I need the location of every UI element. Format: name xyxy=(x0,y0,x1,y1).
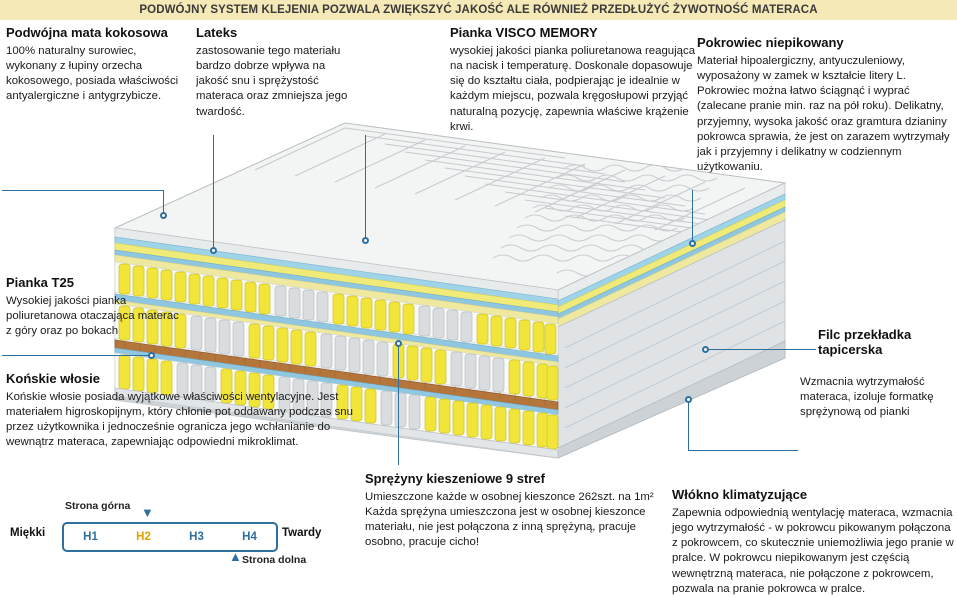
leader-line-lateks xyxy=(213,135,214,250)
leader-dot-sprezyny xyxy=(395,340,402,347)
leader-line-kokos xyxy=(2,190,164,191)
callout-sprezyny-body: Umieszczone każde w osobnej kieszonce 262szt. na 1m² Każda sprężyna umieszczona jest w osobnej kieszonce materiału, nie jest połączona z inną sprężyną, pracuje osobno, pracuje cicho! xyxy=(365,490,654,549)
firmness-level-h1[interactable]: H1 xyxy=(83,531,98,543)
leader-dot-filc xyxy=(702,346,709,353)
callout-kokos-body: 100% naturalny surowiec, wykonany z łupiny orzecha kokosowego, posiada właściwości antyalergiczne i antygrzybicze. xyxy=(6,44,179,103)
top-banner-text: PODWÓJNY SYSTEM KLEJENIA POZWALA ZWIĘKSZYĆ JAKOŚĆ ALE RÓWNIEŻ PRZEDŁUŻYĆ ŻYWOTNOŚĆ MATERACA xyxy=(139,4,818,16)
scale-soft-label: Miękki xyxy=(10,527,46,539)
callout-filc-title: Filc przekładka tapicerska xyxy=(818,327,912,357)
leader-dot-pokrowiec xyxy=(689,240,696,247)
callout-konskie-body: Końskie włosie posiada wyjątkowe właściwości wentylacyjne. Jest materiałem higroskopijnym, który chłonie pot oddawany podczas snu przez użytkownika i jednocześnie ogranicza jego wchłanianie do wewnątrz materaca, zapewniając odpowiedni mikroklimat. xyxy=(6,390,353,449)
callout-visco-body: wysokiej jakości pianka poliuretanowa reagująca na nacisk i temperaturę. Doskonale dopasowuje się do kształtu ciała, podpierając je idealnie w każdym miejscu, pozwala kręgosłupowi przyjąć naturalną pozycję, zapewnia właściwe krążenie krwi. xyxy=(450,44,696,133)
callout-lateks-body: zastosowanie tego materiału bardzo dobrze wpływa na jakość snu i sprężystość materaca oraz zmniejsza jego twardość. xyxy=(196,44,348,118)
callout-sprezyny xyxy=(365,472,665,551)
leader-dot-visco xyxy=(362,237,369,244)
leader-line-t25 xyxy=(2,355,152,356)
callout-wlokno xyxy=(672,488,954,597)
firmness-level-h4[interactable]: H4 xyxy=(242,531,257,543)
callout-pokrowiec xyxy=(697,36,952,175)
callout-pokrowiec-title: Pokrowiec niepikowany xyxy=(697,35,844,50)
arrow-up-icon: ▲ xyxy=(229,549,242,564)
callout-t25-body: Wysokiej jakości pianka poliuretanowa otaczająca materac z góry oraz po bokach xyxy=(6,294,179,338)
callout-wlokno-title: Włókno klimatyzujące xyxy=(672,487,808,502)
leader-line-sprezyny xyxy=(398,345,399,465)
callout-t25 xyxy=(6,276,186,339)
firmness-scale xyxy=(10,500,340,570)
callout-lateks xyxy=(196,26,356,120)
callout-visco xyxy=(450,26,700,135)
callout-konskie-title: Końskie włosie xyxy=(6,371,100,386)
leader-dot-t25 xyxy=(148,352,155,359)
callout-kokos xyxy=(6,26,181,105)
scale-bottom-label: Strona dolna xyxy=(242,554,307,566)
callout-visco-title: Pianka VISCO MEMORY xyxy=(450,25,598,40)
callout-wzmacnia-body: Wzmacnia wytrzymałość materaca, izoluje formatkę sprężynową od pianki xyxy=(800,376,934,419)
leader-line-filc xyxy=(706,349,816,350)
leader-line-wzmacnia-v xyxy=(688,400,689,450)
callout-wzmacnia xyxy=(800,375,952,420)
callout-pokrowiec-body: Materiał hipoalergiczny, antyuczuleniowy, wyposażony w zamek w kształcie litery L. Pokrowiec można łatwo ściągnąć i wyprać (zalecane pranie min. raz na pół roku). Delikatny, przyjemny, wysoka jakość oraz gramtura dzianiny pokrowca sprawia, że jest on zarazem wytrzymały jak i przyjemny i delikatny w codziennym użytkowaniu. xyxy=(697,54,950,174)
callout-konskie-wlosie xyxy=(6,372,361,451)
arrow-down-icon: ▼ xyxy=(141,505,154,520)
callout-t25-title: Pianka T25 xyxy=(6,275,74,290)
callout-sprezyny-title: Sprężyny kieszeniowe 9 stref xyxy=(365,471,545,486)
scale-top-label: Strona górna xyxy=(65,500,131,512)
callout-wlokno-body: Zapewnia odpowiednią wentylację materaca, wzmacnia jego wytrzymałość - w pokrowcu pikowanym połączona z pokrowcem, co skutecznie uniemożliwia jego pranie w pralce. W pokrowcu niepikowanym jest częścią wewnętrzną materaca, nie połączone z pokrowcem, pozwala na pranie pokrowca w pralce. xyxy=(672,506,954,595)
leader-dot-wzmacnia xyxy=(685,396,692,403)
leader-dot-lateks xyxy=(210,247,217,254)
callout-kokos-title: Podwójna mata kokosowa xyxy=(6,25,168,40)
leader-dot-kokos xyxy=(160,212,167,219)
leader-line-visco xyxy=(365,135,366,240)
callout-lateks-title: Lateks xyxy=(196,25,238,40)
callout-filc xyxy=(818,328,950,361)
top-banner xyxy=(0,0,957,20)
firmness-bar[interactable] xyxy=(62,522,278,552)
leader-line-wzmacnia xyxy=(688,450,798,451)
scale-hard-label: Twardy xyxy=(282,527,322,539)
firmness-level-h2[interactable]: H2 xyxy=(136,531,151,543)
leader-line-pokrowiec xyxy=(692,190,693,243)
firmness-level-h3[interactable]: H3 xyxy=(189,531,204,543)
